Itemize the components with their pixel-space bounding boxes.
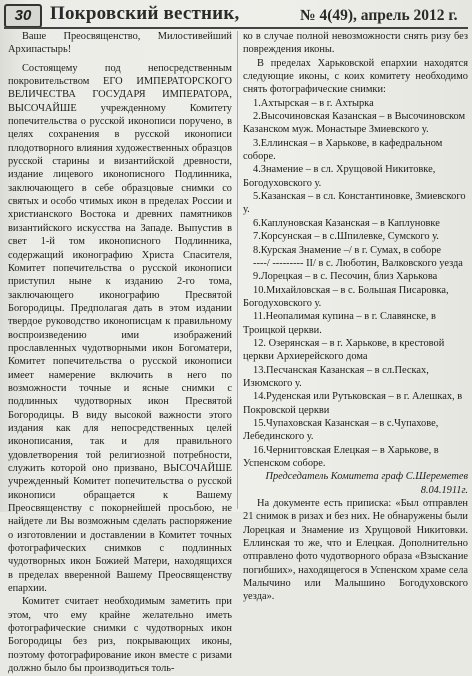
letter-continuation: ко в случае полной невозможности снять ризу без повреждения иконы. <box>243 31 468 56</box>
column-divider <box>237 31 238 509</box>
icon-list-item: 7.Корсунская – в с.Шпилевке, Сумского у. <box>253 231 439 243</box>
left-column <box>8 30 232 676</box>
icon-list-item: 2.Высочиновская Казанская – в Высочиновском Казанском муж. Монастыре Змиевского у. <box>243 111 466 136</box>
icon-list-item: 5.Казанская – в сл. Константиновке, Змиевского у. <box>243 191 466 216</box>
icon-list-item: 6.Каплуновская Казанская – в Каплуновке <box>253 217 440 229</box>
icon-list-item: 1.Ахтырская – в г. Ахтырка <box>253 97 374 109</box>
icon-list-item: 10.Михайловская – в с. Большая Писаровка, Богодуховского у. <box>243 284 449 309</box>
icon-list-item: 4.Знамение – в сл. Хрущовой Никитовке, Богодуховского у. <box>243 164 436 189</box>
signature: Председатель Комитета граф С.Шереметев <box>265 471 468 483</box>
icon-list-item: 8.Курская Знамение –/ в г. Сумах, в соборе <box>253 244 442 256</box>
letter-body-paragraph: Комитет считает необходимым заметить при этом, что ему крайне желательно иметь фотографические снимки с чудотворных икон Богородицы без риз, покрывающих иконы, поэтому фотографирование икон вместе с ризами должно было бы производиться толь- <box>8 596 232 675</box>
icon-list-item: 15.Чупаховская Казанская – в с.Чупахове, Лебединского у. <box>243 417 439 443</box>
icon-list-item: 12. Озерянская – в г. Харькове, в крестовой церкви Архиерейского дома <box>243 337 445 363</box>
masthead <box>4 4 468 26</box>
handwritten-note: На документе есть приписка: «Был отправлен 21 снимок в ризах и без них. Не обнаружены были Лорецкая и Знамение из Хрущовой Никитовки. Еллинская то же, что и Елецкая. Дополнительно отправлено фото чудотворного образа «Взыскание погибших», находящегося в Успенском храме села Малычино или Малышино Богодуховского уезда». <box>243 498 468 603</box>
page-number: 30 <box>4 4 42 28</box>
letter-body-paragraph: Состоящему под непосредственным покровительством ЕГО ИМПЕРАТОРСКОГО ВЕЛИЧЕСТВА ГОСУДАРЯ ИМПЕРАТОРА, ВЫСОЧАЙШЕ учрежденному Комитету попечительства о русской иконописи поручено, в целях сохранения в русской иконописи плодотворного влияния художественных образцов русской старины и византийской древности, издание лицевого иконописного Подлинника, заключающего в себе образцовые снимки со святых и особо чтимых икон в пределах России и христианского Востока и древних памятников византийского искусства на Западе. Выпустив в свет 1-й том иконописного Подлинника, содержащий иконографию Христа Спасителя, Комитет попечительства о русской иконописи приступил ныне к изданию 2-го тома, заключающего иконографию Пресвятой Богородицы. Предполагая дать в этом издании твердое руководство иконописцам к правильному воспроизведению ими изображений прославленных чудотворными икон Богоматери, Комитет попечительства о русской иконописи имеет намерение включить в него по возможности точные и ясные снимки с подлинных чудотворных икон Пресвятой Богородицы. В виду высокой важности этого издания как для непосредственных целей иконописания, так и для правильного удовлетворения той религиозной потребности, служить которой оно призвано, ВЫСОЧАЙШЕ учрежденный Комитет попечительства о русской иконописи обращается к Вашему Преосвященству с покорнейшей просьбою, не найдете ли Вы возможным сделать распоряжение о изготовлении и доставлении в Комитет точных фотографических снимков с подлинных чудотворных икон Божией Матери, находящихся в пределах вверенной Вашему Преосвященству епархии. <box>8 62 232 595</box>
issue-info: № 4(49), апрель 2012 г. <box>300 7 458 24</box>
signature-date: 8.04.1911г. <box>420 484 468 496</box>
icon-list-item: 13.Песчанская Казанская – в сл.Песках, Изюмского у. <box>243 364 429 389</box>
right-column <box>243 30 468 604</box>
icon-list-item: 9.Лорецкая – в с. Песочин, близ Харькова <box>253 271 438 283</box>
icon-list-intro: В пределах Харьковской епархии находятся следующие иконы, с коих комитету необходимо снять фотографические снимки: <box>243 57 468 96</box>
icon-list-item: 14.Руденская или Рутьковская – в г. Алешках, в Покровской церкви <box>243 391 463 416</box>
icon-list-item: ----/ --------- II/ в с. Люботин, Валковского уезда <box>253 257 463 269</box>
newspaper-title: Покровский вестник, <box>50 3 240 24</box>
header-rule <box>4 27 468 29</box>
salutation: Ваше Преосвященство, Милостивейший Архипастырь! <box>8 31 232 56</box>
icon-list-item: 3.Еллинская – в Харькове, в кафедральном соборе. <box>243 137 443 163</box>
icon-list-item: 11.Неопалимая купина – в г. Славянске, в Троицкой церкви. <box>243 311 436 336</box>
icon-list-item: 16.Чернигговская Елецкая – в Харькове, в Успенском соборе. <box>243 444 439 469</box>
